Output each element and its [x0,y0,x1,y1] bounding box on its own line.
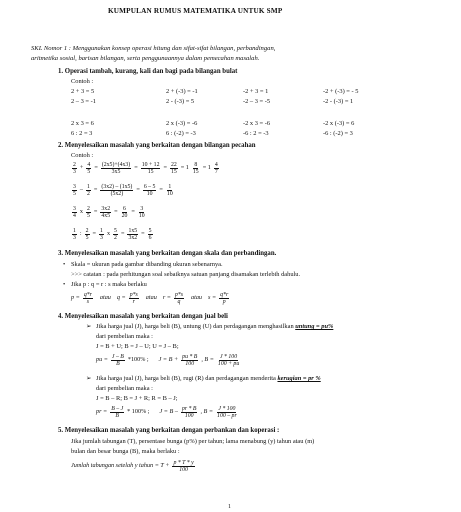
fraction: $\frac{(2x5)+(4x3)}{3x5}$ [101,162,131,176]
fraction: $\frac{2}{5}$ [85,228,89,242]
fraction: $\frac{J * 100}{100 + pu}$ [217,354,240,368]
s1-g1-r1-c3: -2 - (-3) = 1 [323,98,354,105]
fraction: $\frac{6 - 5}{10}$ [143,184,156,198]
section-3-heading: 3. Menyelesaikan masalah yang berkaitan dengan skala dan perbandingan. [58,250,277,257]
fraction: $\frac{J * 100}{100 - pr}$ [217,406,237,420]
scale-definition: Skala = ukuran pada gambar dibanding ukuran sebenarnya. [71,261,223,268]
fraction: $\frac{1}{3}$ [73,228,76,242]
s1-g1-r1-c0: 2 – 3 = -1 [71,98,96,105]
section-2-contoh: Contoh : [71,152,94,159]
fraction-example-1: $\frac{2}{3}$ + $\frac{4}{5}$ = $\frac{(2x5)+(4x3)}{3x5}$ = $\frac{10 + 12}{15}$ = $\frac{22}{15}$ = 1 $\frac{8}{15}$ = 1 $\frac{4}{7}$ [73,162,218,176]
page-number: 1 [228,504,231,510]
savings-intro-2: bulan dan besar bunga (B), maka berlaku : [71,448,180,455]
loss-formulas: pr = $\frac{B - J}{B}$ * 100% ; J = B – $\frac{pr * B}{100}$ , B = $\frac{J * 100}{100 - pr}$ [96,406,237,420]
profit-intro-cont: dari pembelian maka : [96,333,153,340]
fraction: $\frac{2}{3}$ [73,162,76,176]
fraction: $\frac{1}{3}$ [100,228,103,242]
bullet-icon: • [63,261,66,268]
fraction: $\frac{3x2}{4x5}$ [101,206,111,220]
fraction: $\frac{p*s}{q}$ [174,292,184,306]
fraction: $\frac{1}{10}$ [166,184,173,198]
fraction: $\frac{5}{2}$ [114,228,117,242]
profit-intro: Jika harga jual (J), harga beli (B), untung (U) dan perdagangan menghasilkan untung = pu% [96,323,334,330]
fraction: $\frac{3}{10}$ [138,206,145,220]
fraction: $\frac{10 + 12}{15}$ [141,162,160,176]
fraction-example-2: $\frac{3}{5}$ – $\frac{1}{2}$ = $\frac{(3x2) - (1x5)}{(5x2)}$ = $\frac{6 - 5}{10}$ = $\frac{1}{10}$ [73,184,173,198]
document-title: KUMPULAN RUMUS MATEMATIKA UNTUK SMP [108,7,283,15]
s1-g1-r0-c0: 2 + 3 = 5 [71,88,95,95]
loss-equations: J = B – R; B = J + R; R = B – J; [96,395,178,402]
fraction: $\frac{4}{7}$ [214,162,218,176]
skl-line-1: SKL Nomor 1 : Menggunakan konsep operasi hitung dan sifat-sifat bilangan, perbandingan, [31,45,276,52]
section-5-heading: 5. Menyelesaikan masalah yang berkaitan dengan perbankan dan koperasi : [58,427,280,434]
section-4-heading: 4. Menyelesaikan masalah yang berkaitan dengan jual beli [58,313,228,320]
fraction: $\frac{(3x2) - (1x5)}{(5x2)}$ [101,184,133,198]
s1-g2-r0-c3: -2 x (-3) = 6 [323,120,355,127]
fraction-example-3: $\frac{3}{4}$ x $\frac{2}{5}$ = $\frac{3x2}{4x5}$ = $\frac{6}{20}$ = $\frac{3}{10}$ [73,206,145,220]
fraction: $\frac{p * T * y}{100}$ [173,460,194,474]
bullet-icon: • [63,281,66,288]
s1-g2-r0-c2: -2 x 3 = -6 [243,120,271,127]
fraction: $\frac{22}{15}$ [170,162,177,176]
fraction: $\frac{B - J}{B}$ [111,406,124,420]
fraction: $\frac{J - B}{B}$ [111,354,124,368]
fraction: $\frac{pr * B}{100}$ [181,406,197,420]
proportion-formulas: p = $\frac{q*r}{s}$ atau q = $\frac{p*s}{r}$ atau r = $\frac{p*s}{q}$ atau s = $\frac{q*r}{p}$ [71,292,229,306]
fraction: $\frac{1x5}{3x2}$ [128,228,138,242]
savings-intro-1: Jika jumlah tabungan (T), persentase bunga (p%) per tahun; lama menabung (y) tahun atau (m) [71,438,315,445]
s1-g2-r1-c2: -6 : 2 = -3 [243,130,269,137]
loss-intro-cont: dari pembelian maka : [96,385,153,392]
fraction: $\frac{8}{15}$ [192,162,199,176]
arrow-bullet-icon: ➢ [86,375,92,382]
section-1-contoh: Contoh : [71,78,94,85]
fraction: $\frac{2}{5}$ [87,206,90,220]
fraction: $\frac{1}{2}$ [87,184,90,198]
proportion-intro: Jika p : q = r : s maka berlaku [71,281,147,288]
profit-formulas: pu = $\frac{J - B}{B}$ *100% ; J = B + $\frac{pu * B}{100}$ , B = $\frac{J * 100}{100 + pu}$ [96,354,240,368]
s1-g2-r1-c1: 6 : (-2) = -3 [166,130,196,137]
loss-intro: Jika harga jual (J), harga beli (B), rugi (R) dan perdagangan menderita kerugian = pr % [96,375,321,382]
s1-g1-r0-c3: -2 + (-3) = - 5 [323,88,359,95]
section-1-heading: 1. Operasi tambah, kurang, kali dan bagi pada bilangan bulat [58,68,238,75]
profit-equations: J = B + U; B = J – U; U = J – B; [96,343,179,350]
fraction: $\frac{6}{20}$ [121,206,128,220]
s1-g1-r0-c2: -2 + 3 = 1 [243,88,269,95]
arrow-bullet-icon: ➢ [86,323,92,330]
fraction-example-4: $\frac{1}{3}$ : $\frac{2}{5}$ = $\frac{1}{3}$ x $\frac{5}{2}$ = $\frac{1x5}{3x2}$ = $\frac{5}{6}$ [73,228,152,242]
s1-g2-r0-c1: 2 x (-3) = -6 [166,120,198,127]
s1-g2-r0-c0: 2 x 3 = 6 [71,120,94,127]
savings-formula: Jumlah tabungan setelah y tahun = T + $\frac{p * T * y}{100}$ [71,460,194,474]
scale-note: >>> catatan : pada perhitungan soal sebaiknya satuan panjang disamakan terlebih dahulu. [71,271,301,278]
s1-g2-r1-c0: 6 : 2 = 3 [71,130,93,137]
fraction: $\frac{3}{4}$ [73,206,76,220]
fraction: $\frac{q*r}{p}$ [220,292,229,306]
s1-g1-r1-c2: -2 – 3 = -5 [243,98,271,105]
section-2-heading: 2. Menyelesaikan masalah yang berkaitan dengan bilangan pecahan [58,142,256,149]
fraction: $\frac{q*r}{s}$ [83,292,92,306]
s1-g2-r1-c3: -6 : (-2) = 3 [323,130,353,137]
s1-g1-r0-c1: 2 + (-3) = -1 [166,88,198,95]
skl-line-2: aritmetika sosial, barisan bilangan, serta penggunaannya dalam pemecahan masalah. [31,55,260,62]
fraction: $\frac{5}{6}$ [148,228,152,242]
fraction: $\frac{pu * B}{100}$ [182,354,198,368]
s1-g1-r1-c1: 2 - (-3) = 5 [166,98,195,105]
fraction: $\frac{3}{5}$ [73,184,76,198]
fraction: $\frac{4}{5}$ [87,162,91,176]
fraction: $\frac{p*s}{r}$ [129,292,138,306]
